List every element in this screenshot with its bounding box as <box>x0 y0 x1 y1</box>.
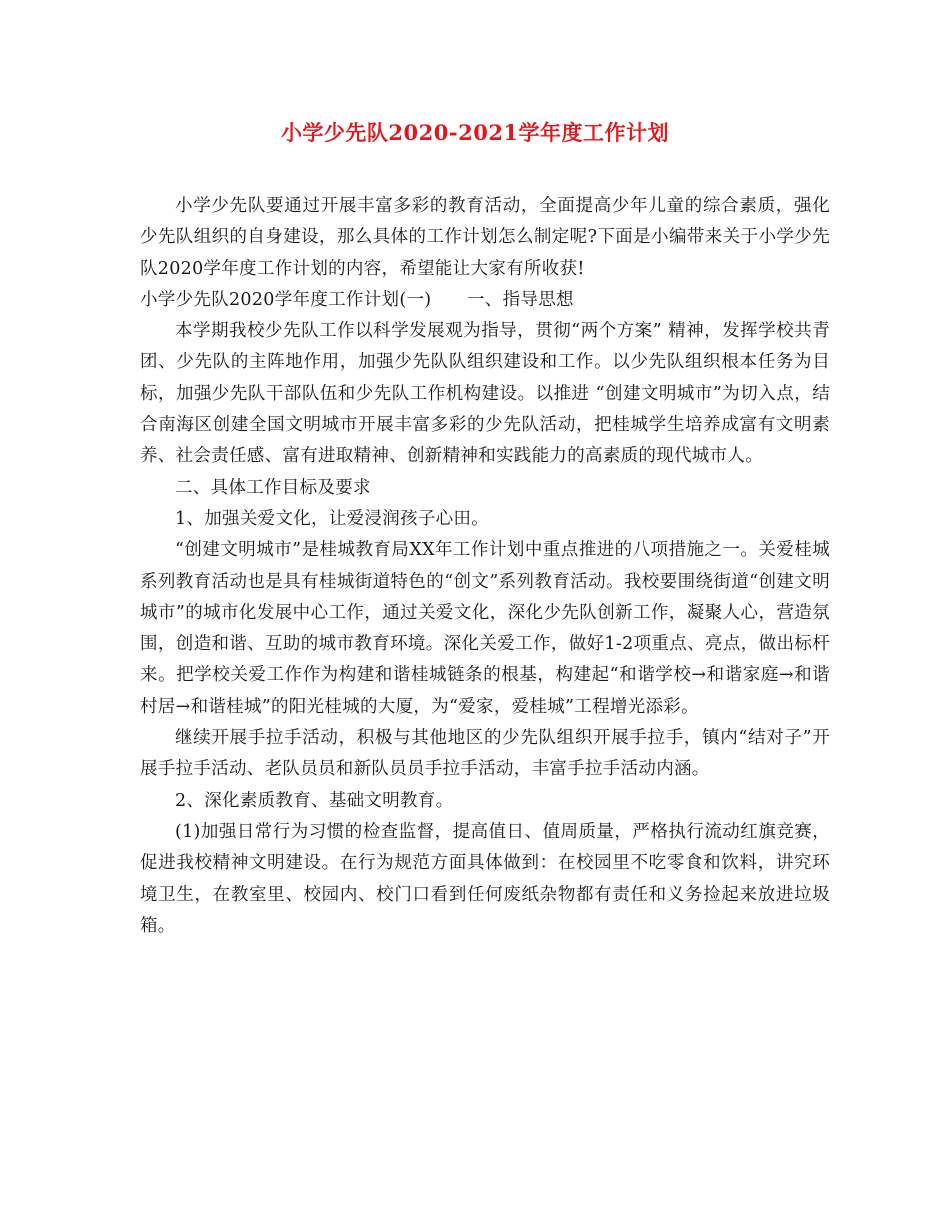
plan-heading-guiding-ideology: 小学少先队2020学年度工作计划(一) 一、指导思想 <box>140 289 574 310</box>
guiding-ideology-paragraph: 本学期我校少先队工作以科学发展观为指导，贯彻“两个方案” 精神，发挥学校共青团、少先队的主阵地作用，加强少先队队组织建设和工作。以少先队组织根本任务为目标，加强少先队干部队伍和少先队工作机构建设。以推进 “创建文明城市”为切入点，结合南海区创建全国文明城市开展丰富多彩的少先队活动，把桂城学生培养成富有文明素养、社会责任感、富有进取精神、创新精神和实践能力的高素质的现代城市人。 <box>140 321 830 467</box>
document-body <box>140 191 830 942</box>
hand-in-hand-paragraph: 继续开展手拉手活动，积极与其他地区的少先队组织开展手拉手，镇内“结对子”开展手拉手活动、老队员员和新队员员手拉手活动，丰富手拉手活动内涵。 <box>140 728 830 780</box>
subheading-care-culture: 1、加强关爱文化，让爱浸润孩子心田。 <box>175 508 490 529</box>
document-title: 小学少先队2020-2021学年度工作计划 <box>280 120 670 145</box>
care-culture-paragraph: “创建文明城市”是桂城教育局XX年工作计划中重点推进的八项措施之一。关爱桂城系列教育活动也是具有桂城街道特色的“创文”系列教育活动。我校要围绕街道“创建文明城市”的城市化发展中心工作，通过关爱文化，深化少先队创新工作，凝聚人心，营造氛围，创造和谐、互助的城市教育环境。深化关爱工作，做好1-2项重点、亮点，做出标杆来。把学校关爱工作作为构建和谐桂城链条的根基，构建起“和谐学校→和谐家庭→和谐村居→和谐桂城”的阳光桂城的大厦，为“爱家，爱桂城”工程增光添彩。 <box>140 540 830 717</box>
intro-paragraph: 小学少先队要通过开展丰富多彩的教育活动，全面提高少年儿童的综合素质，强化少先队组织的自身建设，那么具体的工作计划怎么制定呢?下面是小编带来关于小学少先队2020学年度工作计划的内容，希望能让大家有所收获! <box>140 196 830 279</box>
subheading-quality-education: 2、深化素质教育、基础文明教育。 <box>175 790 454 811</box>
daily-behavior-paragraph: (1)加强日常行为习惯的检查监督，提高值日、值周质量，严格执行流动红旗竞赛，促进我校精神文明建设。在行为规范方面具体做到：在校园里不吃零食和饮料，讲究环境卫生，在教室里、校园内、校门口看到任何废纸杂物都有责任和义务捡起来放进垃圾箱。 <box>140 821 830 936</box>
section-heading-goals: 二、具体工作目标及要求 <box>175 477 371 498</box>
